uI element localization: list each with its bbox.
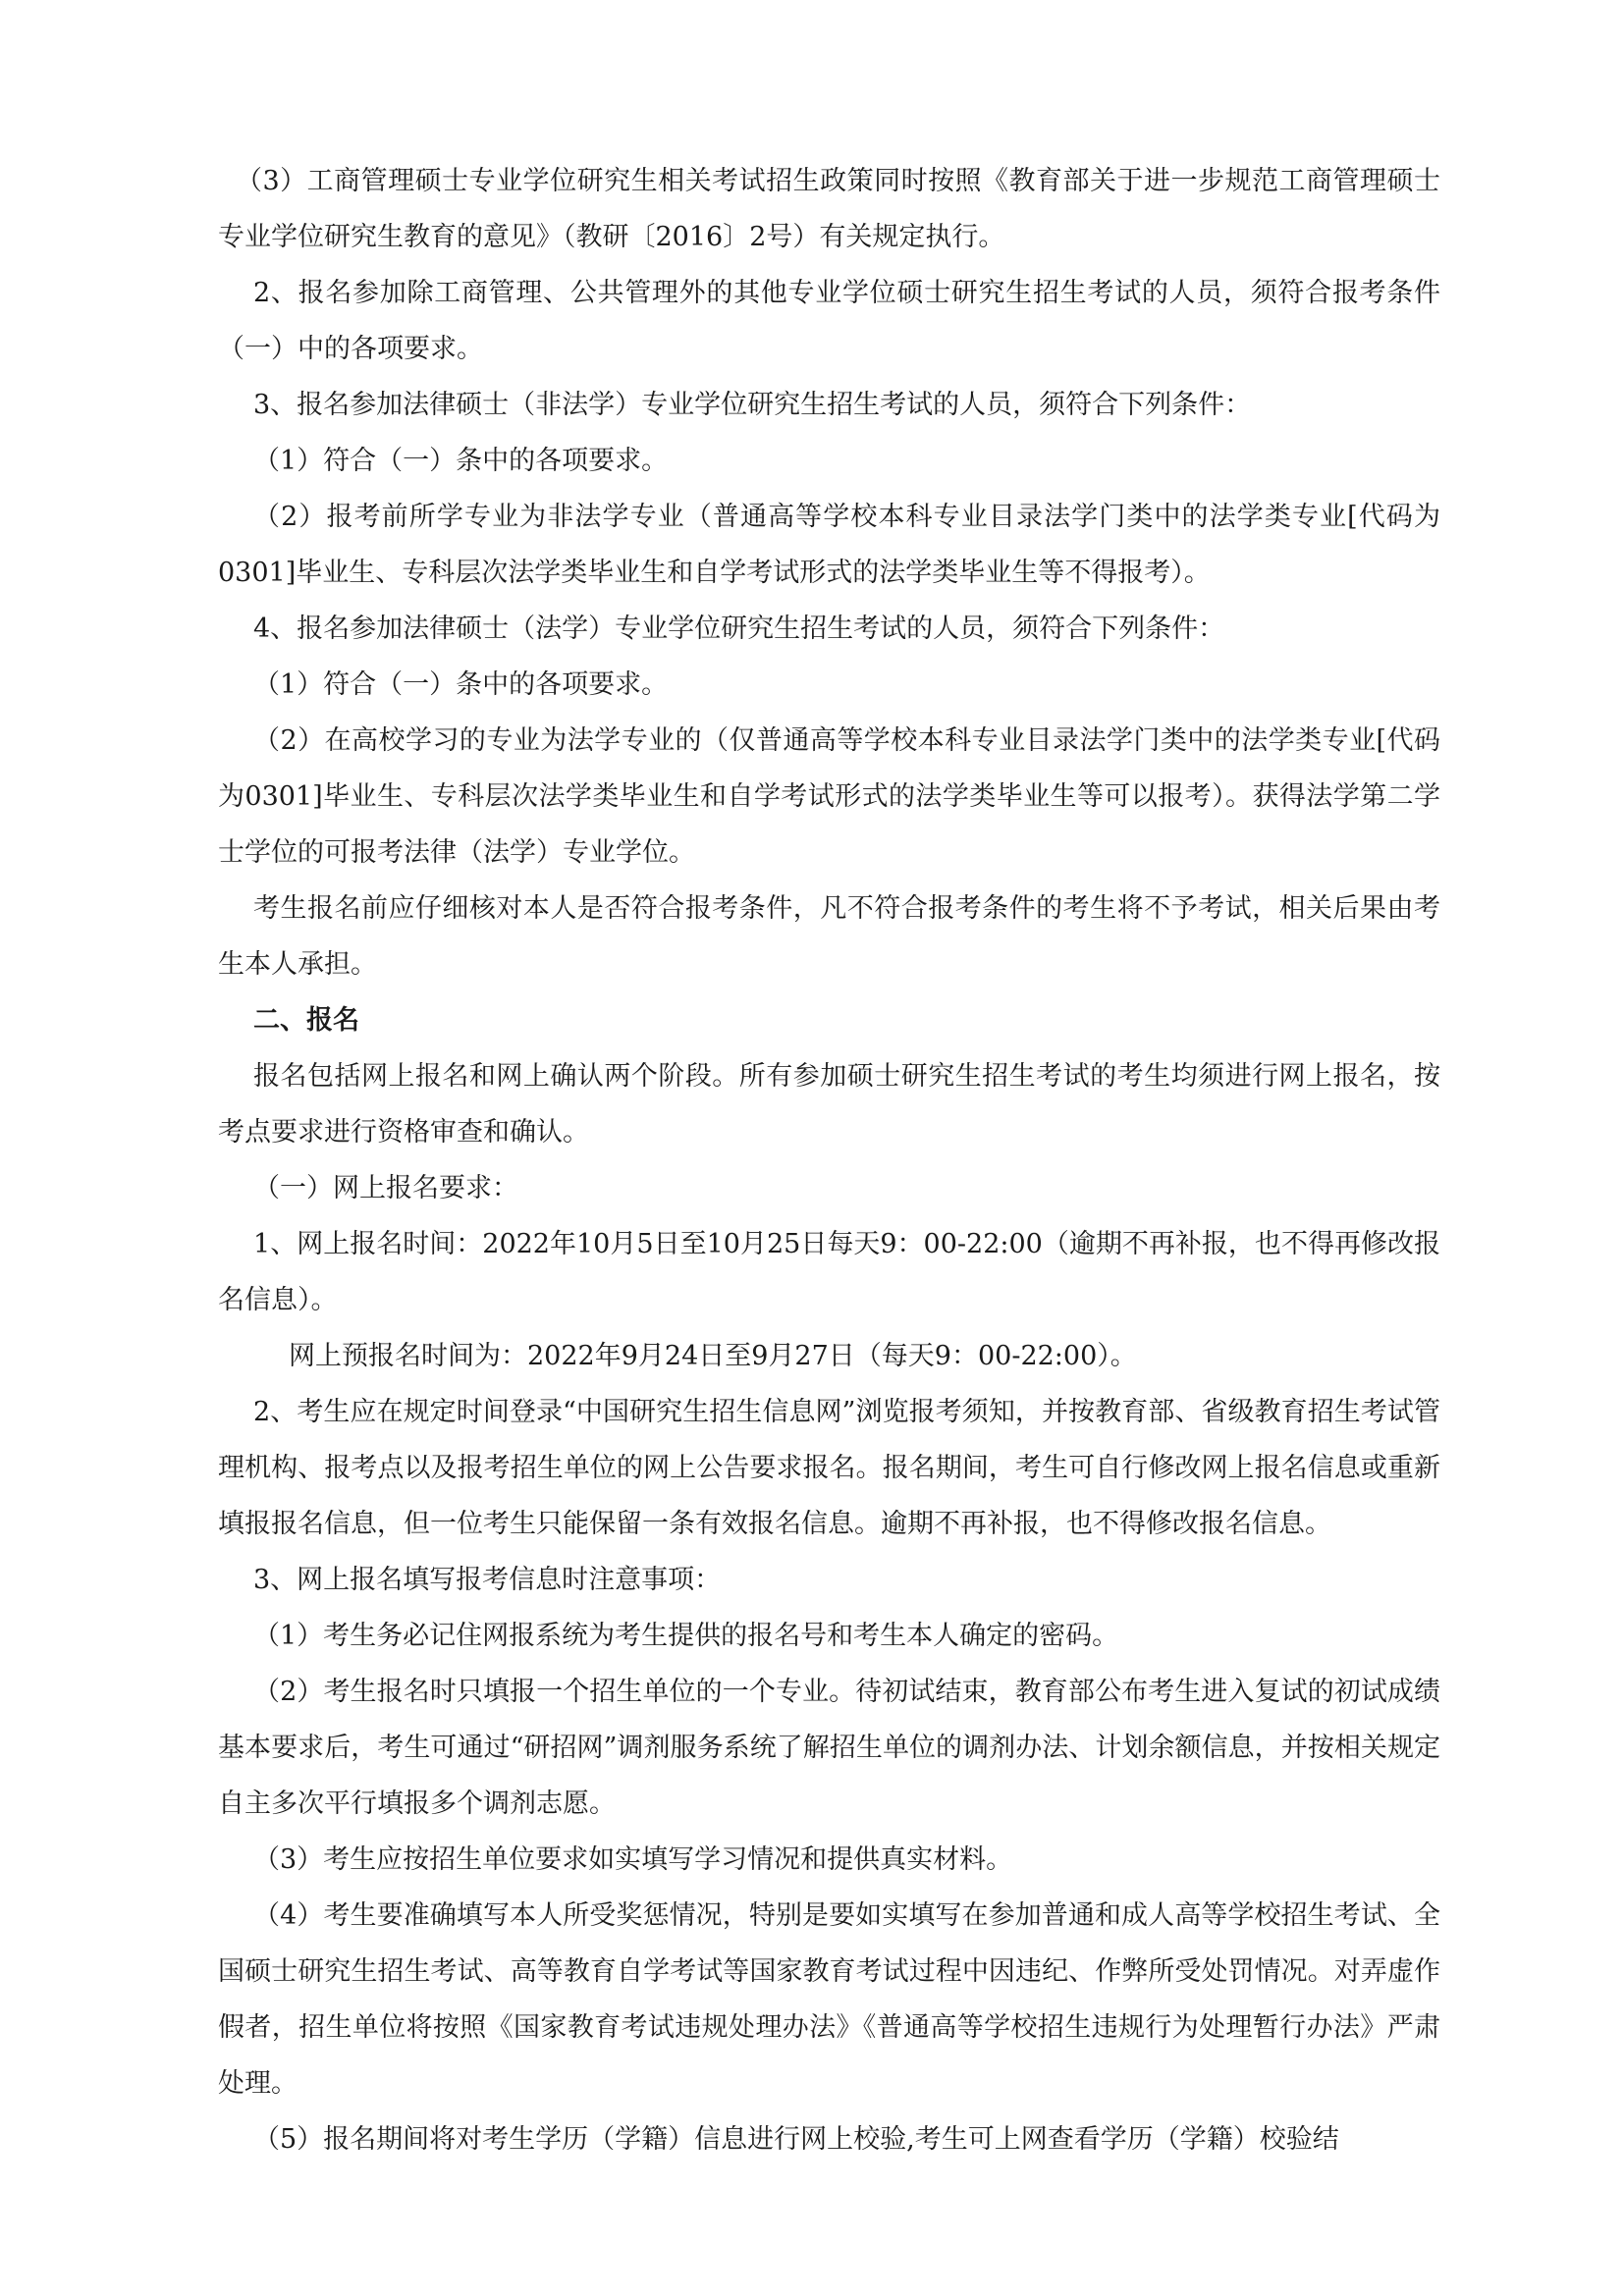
section-heading-registration: 二、报名 [253,1005,359,1036]
paragraph-form-notes-heading: 3、网上报名填写报考信息时注意事项： [253,1565,722,1595]
paragraph-pre-registration-time: 网上预报名时间为：2022年9月24日至9月27日（每天9：00-22:00）。 [289,1341,1137,1371]
paragraph-jm-law-item2: （2）在高校学习的专业为法学专业的（仅普通高等学校本科专业目录法学门类中的法学类专业[代码为0301]毕业生、专科层次法学类毕业生和自学考试形式的法学类毕业生等可以报考）。获得法学第二学士学位的可报考法律（法学）专业学位。 [218,725,1440,868]
paragraph-note-rewards-penalties: （4）考生要准确填写本人所受奖惩情况，特别是要如实填写在参加普通和成人高等学校招生考试、全国硕士研究生招生考试、高等教育自学考试等国家教育考试过程中因违纪、作弊所受处罚情况。对弄虚作假者，招生单位将按照《国家教育考试违规处理办法》《普通高等学校招生违规行为处理暂行办法》严肃处理。 [218,1900,1440,2099]
paragraph-other-professional-degree: 2、报名参加除工商管理、公共管理外的其他专业学位硕士研究生招生考试的人员，须符合报考条件（一）中的各项要求。 [218,278,1440,364]
paragraph-note-single-choice: （2）考生报名时只填报一个招生单位的一个专业。待初试结束，教育部公布考生进入复试的初试成绩基本要求后，考生可通过“研招网”调剂服务系统了解招生单位的调剂办法、计划余额信息，并按相关规定自主多次平行填报多个调剂志愿。 [218,1677,1440,1819]
paragraph-mba-policy: （3）工商管理硕士专业学位研究生相关考试招生政策同时按照《教育部关于进一步规范工商管理硕士专业学位研究生教育的意见》（教研〔2016〕2号）有关规定执行。 [218,166,1440,252]
paragraph-jm-law-item1: （1）符合（一）条中的各项要求。 [253,669,669,700]
paragraph-registration-stages: 报名包括网上报名和网上确认两个阶段。所有参加硕士研究生招生考试的考生均须进行网上报名，按考点要求进行资格审查和确认。 [218,1061,1440,1148]
paragraph-jm-nonlaw-item2: （2）报考前所学专业为非法学专业（普通高等学校本科专业目录法学门类中的法学类专业[代码为0301]毕业生、专科层次法学类毕业生和自学考试形式的法学类毕业生等不得报考）。 [218,502,1440,588]
paragraph-online-requirements-heading: （一）网上报名要求： [253,1173,518,1203]
paragraph-login-instructions: 2、考生应在规定时间登录“中国研究生招生信息网”浏览报考须知，并按教育部、省级教育招生考试管理机构、报考点以及报考招生单位的网上公告要求报名。报名期间，考生可自行修改网上报名信息或重新填报报名信息，但一位考生只能保留一条有效报名信息。逾期不再补报，也不得修改报名信息。 [218,1397,1440,1539]
paragraph-jm-nonlaw-item1: （1）符合（一）条中的各项要求。 [253,446,669,476]
paragraph-note-password: （1）考生务必记住网报系统为考生提供的报名号和考生本人确定的密码。 [253,1621,1119,1651]
paragraph-note-truthful-info: （3）考生应按招生单位要求如实填写学习情况和提供真实材料。 [253,1844,1013,1875]
paragraph-jm-nonlaw-conditions: 3、报名参加法律硕士（非法学）专业学位研究生招生考试的人员，须符合下列条件： [253,390,1252,420]
document-body [218,153,1440,2167]
paragraph-note-degree-verification: （5）报名期间将对考生学历（学籍）信息进行网上校验,考生可上网查看学历（学籍）校验结 [253,2124,1339,2155]
paragraph-eligibility-check: 考生报名前应仔细核对本人是否符合报考条件，凡不符合报考条件的考生将不予考试，相关后果由考生本人承担。 [218,893,1440,980]
paragraph-jm-law-conditions: 4、报名参加法律硕士（法学）专业学位研究生招生考试的人员，须符合下列条件： [253,614,1225,644]
paragraph-online-registration-time: 1、网上报名时间：2022年10月5日至10月25日每天9：00-22:00（逾期不再补报，也不得再修改报名信息）。 [218,1229,1440,1315]
